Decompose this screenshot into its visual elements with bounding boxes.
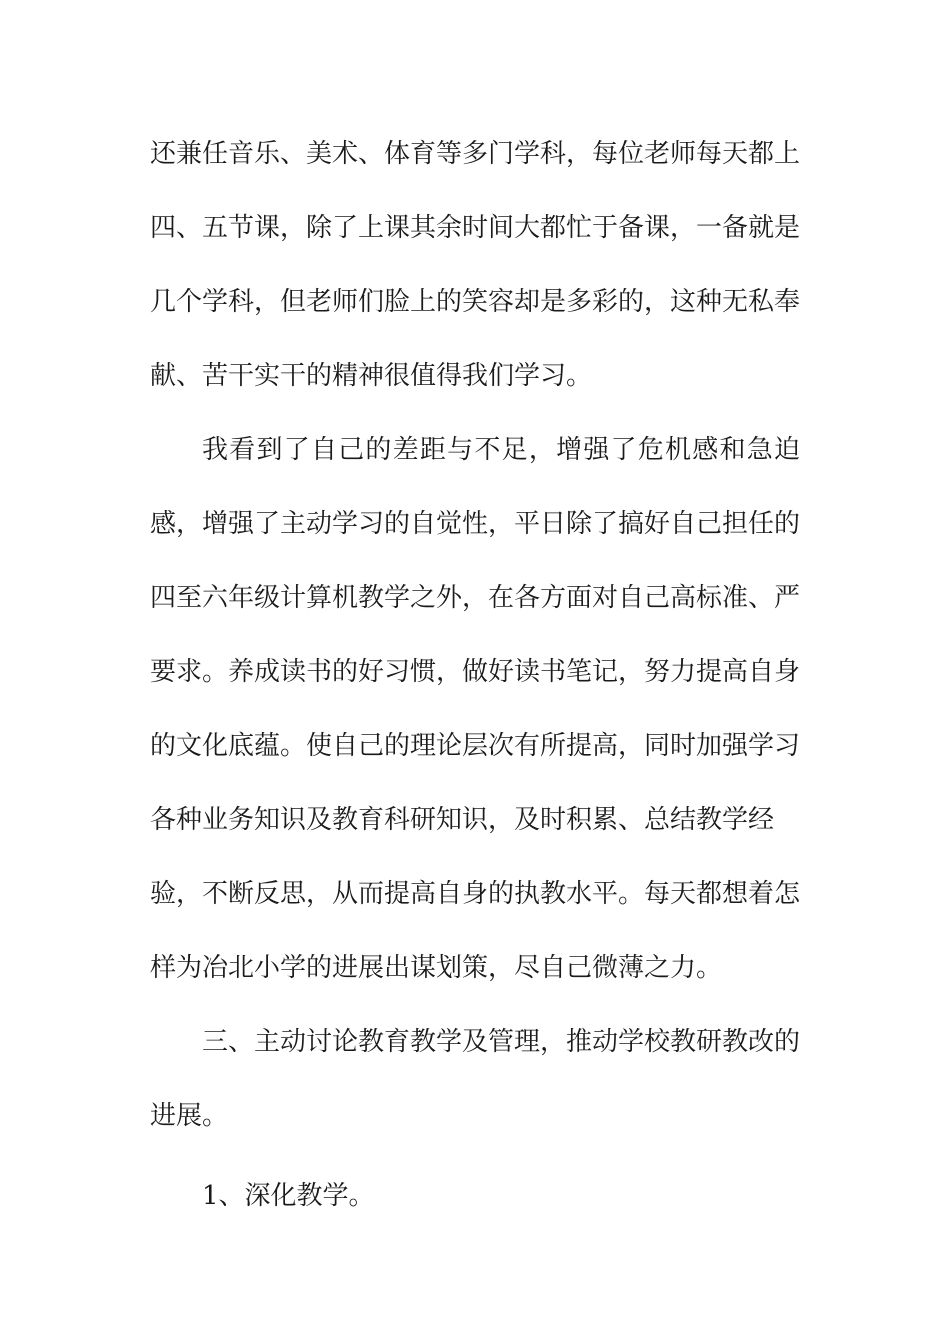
paragraph-line: 献、苦干实干的精神很值得我们学习。 — [150, 361, 593, 391]
paragraph-line: 验，不断反思，从而提高自身的执教水平。每天都想着怎 — [150, 879, 801, 909]
paragraph-line: 感，增强了主动学习的自觉性，平日除了搞好自己担任的 — [150, 509, 801, 539]
paragraph-line: 的文化底蕴。使自己的理论层次有所提高，同时加强学习 — [150, 731, 801, 761]
paragraph-line: 四、五节课，除了上课其余时间大都忙于备课，一备就是 — [150, 213, 801, 243]
paragraph-line: 还兼任音乐、美术、体育等多门学科，每位老师每天都上 — [150, 139, 801, 169]
paragraph-line: 四至六年级计算机教学之外，在各方面对自己高标准、严 — [150, 583, 801, 613]
section-heading-line: 进展。 — [150, 1101, 229, 1131]
subsection-heading: 1、深化教学。 — [202, 1181, 375, 1211]
paragraph-line: 各种业务知识及教育科研知识，及时积累、总结教学经 — [150, 805, 775, 835]
section-heading-line: 三、主动讨论教育教学及管理，推动学校教研教改的 — [202, 1027, 801, 1057]
paragraph-line: 要求。养成读书的好习惯，做好读书笔记，努力提高自身 — [150, 657, 801, 687]
paragraph-line: 我看到了自己的差距与不足，增强了危机感和急迫 — [202, 435, 800, 465]
paragraph-line: 几个学科，但老师们脸上的笑容却是多彩的，这种无私奉 — [150, 287, 801, 317]
paragraph-line: 样为冶北小学的进展出谋划策，尽自己微薄之力。 — [150, 953, 723, 983]
